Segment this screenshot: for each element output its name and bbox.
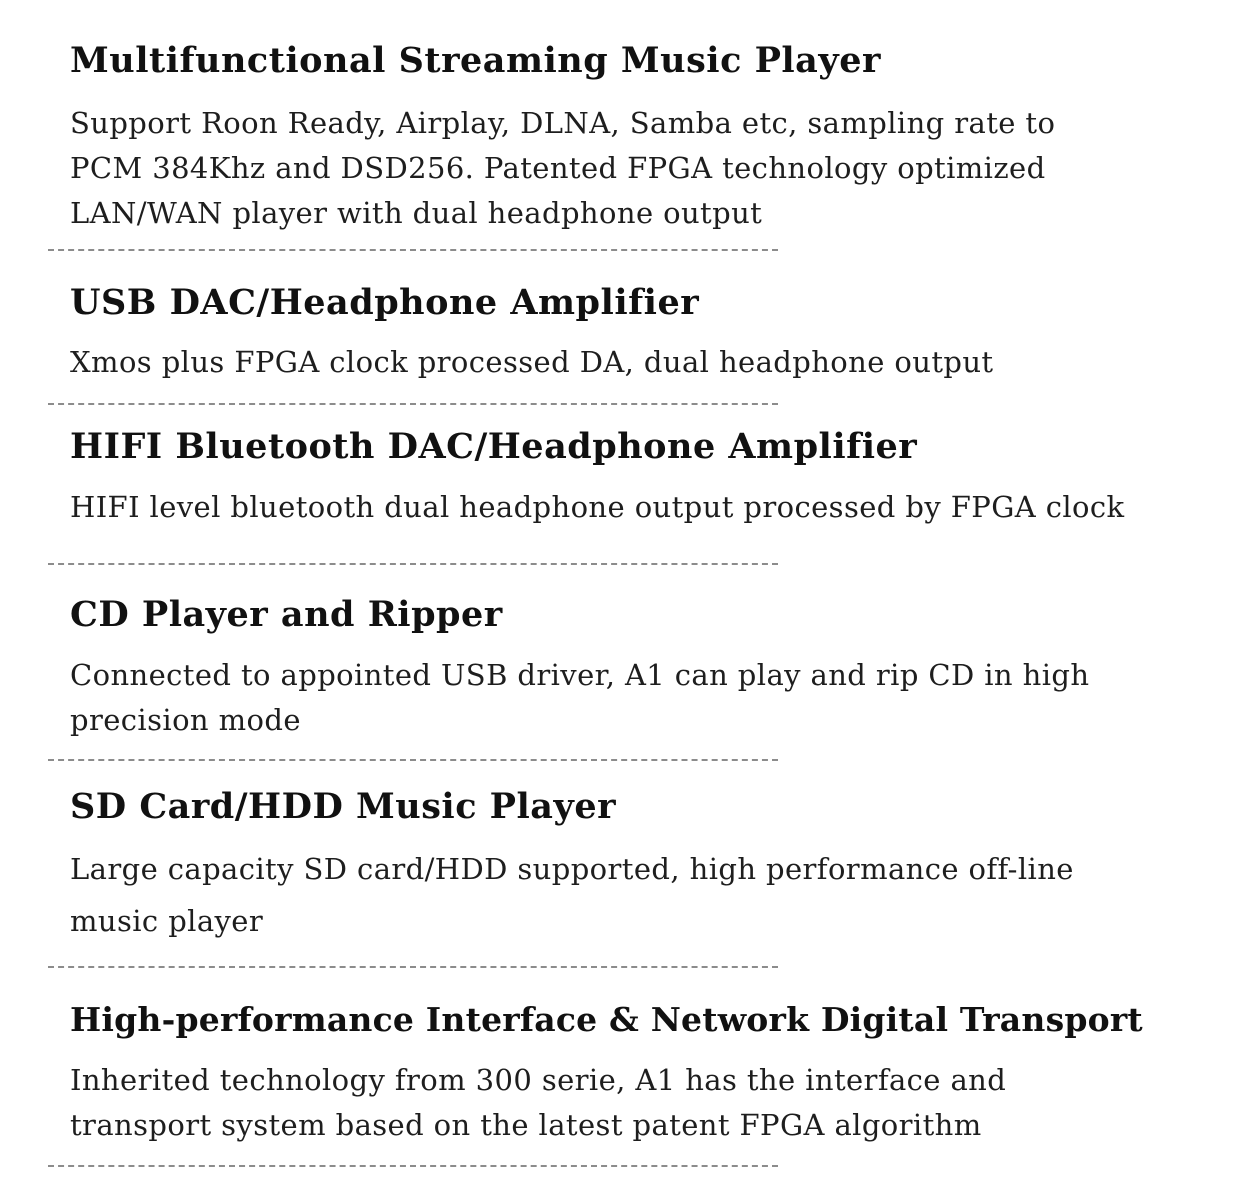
- feature-description: [70, 653, 1089, 743]
- feature-title: CD Player and Ripper: [70, 594, 503, 635]
- description-line: precision mode: [70, 703, 301, 737]
- feature-title: High-performance Interface & Network Digital Transport: [70, 1000, 1143, 1039]
- feature-title: HIFI Bluetooth DAC/Headphone Amplifier: [70, 426, 918, 467]
- description-line: LAN/WAN player with dual headphone output: [70, 196, 763, 230]
- description-line: Connected to appointed USB driver, A1 can play and rip CD in high: [70, 658, 1090, 692]
- description-line: music player: [70, 904, 264, 938]
- description-line: Inherited technology from 300 serie, A1 has the interface and: [70, 1063, 1007, 1097]
- feature-title: SD Card/HDD Music Player: [70, 786, 617, 827]
- dashed-divider: [48, 249, 778, 251]
- dashed-divider: [48, 759, 778, 761]
- description-line: Support Roon Ready, Airplay, DLNA, Samba etc, sampling rate to: [70, 106, 1056, 140]
- dashed-divider: [48, 403, 778, 405]
- feature-description: [70, 1058, 1006, 1148]
- feature-title: USB DAC/Headphone Amplifier: [70, 282, 700, 323]
- description-line: Xmos plus FPGA clock processed DA, dual headphone output: [70, 345, 994, 379]
- feature-title: Multifunctional Streaming Music Player: [70, 40, 881, 81]
- description-line: Large capacity SD card/HDD supported, high performance off-line: [70, 852, 1074, 886]
- feature-description: [70, 340, 993, 385]
- dashed-divider: [48, 563, 778, 565]
- feature-description: [70, 843, 1074, 947]
- feature-description: [70, 485, 1125, 530]
- description-line: HIFI level bluetooth dual headphone output processed by FPGA clock: [70, 490, 1125, 524]
- description-line: transport system based on the latest patent FPGA algorithm: [70, 1108, 982, 1142]
- dashed-divider: [48, 966, 778, 968]
- feature-description: [70, 101, 1055, 236]
- description-line: PCM 384Khz and DSD256. Patented FPGA technology optimized: [70, 151, 1046, 185]
- dashed-divider: [48, 1165, 778, 1167]
